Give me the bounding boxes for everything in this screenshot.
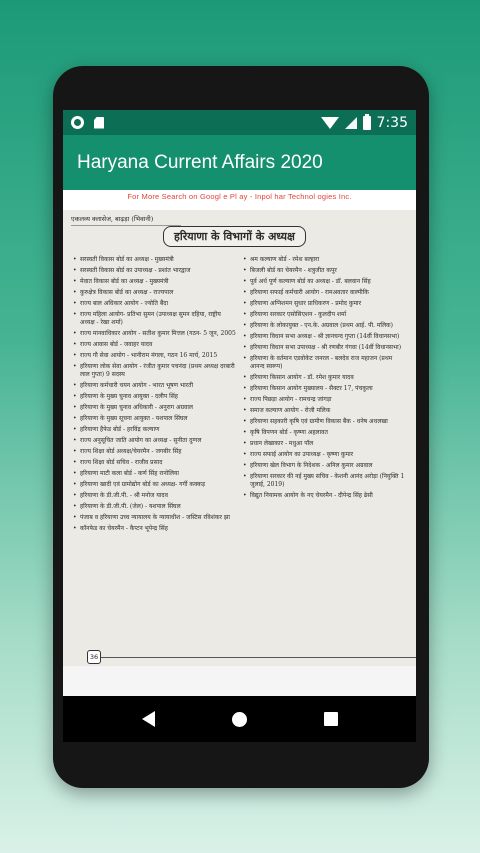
page-bottom-rule (101, 657, 416, 658)
list-item: • हरियाणा विधान सभा अध्यक्ष - श्री ज्ञानचन्द गुप्ता (14वीं विधानसभा) (243, 333, 407, 341)
list-item: • हरियाणा खेल विभाग के निदेशक - अनिल कुमार अग्रवाल (243, 462, 407, 470)
list-item: • कृषि विपणन बोर्ड - कृष्णा अहलावत (243, 429, 407, 437)
wifi-icon (321, 117, 339, 129)
book-header: एकलव्य क्लासेज, बाढ़ड़ा (भिवानी) (71, 214, 181, 226)
sd-card-icon (94, 117, 104, 129)
list-item: • पूर्व अर्ध पूर्ण कल्याण बोर्ड का अध्यक्ष - डॉ. बलवान सिंह (243, 278, 407, 286)
page-number: 36 (87, 650, 101, 664)
list-item: • राज्य सफाई आयोग का उपाध्यक्ष - कृष्णा कुमार (243, 451, 407, 459)
list-item: • हरियाणा कर्मचारी चयन आयोग - भारत भूषण भारती (73, 382, 237, 390)
battery-icon (363, 116, 371, 130)
list-item: • हरियाणा विधान सभा उपाध्यक्ष - श्री रणबीर गंगवा (14वीं विधानसभा) (243, 344, 407, 352)
list-item: • हरियाणा के डी.जी.पी. (जेल) - यशपाल सिंघल (73, 503, 237, 511)
notification-circle-icon (71, 116, 84, 129)
list-item: • हरियाणा किसान आयोग मुख्यालय - सैक्टर 17, पंचकुला (243, 385, 407, 393)
list-item: • हरियाणा माटी कला बोर्ड - कर्ण सिंह रानोलिया (73, 470, 237, 478)
list-item: • राज्य महिला आयोग- प्रतिभा सुमन (उपाध्यक्ष सुमन दहिया, राष्ट्रीय अध्यक्ष - रेखा शर्मा) (73, 311, 237, 327)
list-item: • हरियाणा अग्निशमन सुधार प्राधिकरण - प्रमोद कुमार (243, 300, 407, 308)
list-item: • समाज कल्याण आयोग - रोजी मलिक (243, 407, 407, 415)
list-item: • राज्य शिक्षा बोर्ड सचिव - राजीव प्रसाद (73, 459, 237, 467)
list-item: • बिजली बोर्ड का चेयरमैन - शत्रुजीत कपूर (243, 267, 407, 275)
page-bottom-blank (63, 666, 416, 696)
status-time: 7:35 (376, 114, 408, 131)
list-item: • मेवात विकास बोर्ड का अध्यक्ष - मुख्यमंत्री (73, 278, 237, 286)
list-item: • राज्य बाल अधिकार आयोग - ज्योति बैंदा (73, 300, 237, 308)
list-item: • हरियाणा के मुख्य चुनाव आयुक्त - दलीप सिंह (73, 393, 237, 401)
list-item: • विद्युत नियामक आयोग के नए चेयरमैन - दीपेन्द्र सिंह ढेसी (243, 492, 407, 500)
ad-banner-text[interactable]: For More Search on Googl e Pl ay - Inpol har Technol ogies Inc. (127, 192, 352, 201)
page-title: हरियाणा के विभागों के अध्यक्ष (163, 226, 306, 247)
list-item: • हरियाणा के लोकायुक्त - एन.के. अग्रवाल (प्रथम आई. पी. मलिक) (243, 322, 407, 330)
list-item: • सरस्वती विकास बोर्ड का उपाध्यक्ष - प्रशांत भारद्वाज (73, 267, 237, 275)
list-item: • हरियाणा लोक सेवा आयोग - रंजीत कुमार पचनंदा (प्रथम अध्यक्ष दरबारी लाल गुप्ता) 9 सदस्य (73, 363, 237, 379)
right-column (243, 256, 407, 536)
list-item: • हरियाणा के मुख्य चुनाव अधिकारी - अनुराग अग्रवाल (73, 404, 237, 412)
list-item: • पंजाब व हरियाणा उच्च न्यायालय के न्यायाधीश - जस्टिस रविशंकर झा (73, 514, 237, 522)
app-bar (63, 135, 416, 190)
list-item: • हरियाणा सहकारी कृषि एवं ग्रामीण विकास बैंक - धनेष अधलखा (243, 418, 407, 426)
status-bar (63, 110, 416, 135)
list-item: • कॉनफेड का चेयरमैन - कैप्टन भूपेन्द्र सिंह (73, 525, 237, 533)
app-title: Haryana Current Affairs 2020 (77, 151, 323, 173)
list-item: • राज्य गौ सेवा आयोग - भानीराम मंगला, गठन 16 मार्च, 2015 (73, 352, 237, 360)
list-item: • श्रम कल्याण बोर्ड - रमेश बल्हारा (243, 256, 407, 264)
list-item: • सरस्वती विकास बोर्ड का अध्यक्ष - मुख्यमंत्री (73, 256, 237, 264)
list-item: • हरियाणा सफाई कर्मचारी आयोग - रामअवतार वाल्मीकि (243, 289, 407, 297)
list-item: • हरियाणा हैफेड बोर्ड - हरविंद्र कल्याण (73, 426, 237, 434)
list-item: • हरियाणा के डी.जी.पी. - श्री मनोज यादव (73, 492, 237, 500)
list-item: • राज्य अनुसूचित जाति आयोग का अध्यक्ष - सुनीता दुग्गल (73, 437, 237, 445)
home-icon[interactable] (232, 712, 247, 727)
list-item: • प्रधान लेखाकार - मधुआ पॉल (243, 440, 407, 448)
list-item: • हरियाणा सरकार की नई मुख्य सचिव - केशनी आनंद अरोड़ा (नियुक्ति 1 जुलाई, 2019) (243, 473, 407, 489)
list-item: • राज्य पिछड़ा आयोग - रामचन्द्र जांगड़ा (243, 396, 407, 404)
list-item: • हरियाणा किसान आयोग - डॉ. रमेश कुमार यादव (243, 374, 407, 382)
list-item: • राज्य मानवाधिकार आयोग - सतीश कुमार मित्तल (गठन- 5 जून, 2005 (73, 330, 237, 338)
list-item: • हरियाणा सरकार एसोसिएशन - कुलदीप शर्मा (243, 311, 407, 319)
content-area[interactable] (63, 190, 416, 696)
signal-icon (345, 117, 357, 129)
navigation-bar (63, 696, 416, 742)
back-icon[interactable] (142, 711, 155, 727)
list-item: • हरियाणा के वर्तमान एडवोकेट जनरल - बलदेव राज महाजन (प्रथम आनन्द स्वरूप) (243, 355, 407, 371)
list-item: • हरियाणा के मुख्य सूचना आयुक्त - यशपाल सिंघल (73, 415, 237, 423)
list-item: • हरियाणा खादी एवं ग्रामोद्योग बोर्ड का अध्यक्ष- गर्गी कक्कड़ (73, 481, 237, 489)
document-page-image[interactable] (63, 210, 416, 696)
list-item: • राज्य आवास बोर्ड - जवाहर यादव (73, 341, 237, 349)
phone-screen (63, 110, 416, 742)
left-column (73, 256, 237, 536)
list-item: • राज्य शिक्षा बोर्ड अध्यक्ष/चेयरमैन - जगबीर सिंह (73, 448, 237, 456)
list-item: • कुरुक्षेत्र विकास बोर्ड का अध्यक्ष - राज्यपाल (73, 289, 237, 297)
recent-apps-icon[interactable] (324, 712, 338, 726)
document-columns (73, 256, 408, 536)
